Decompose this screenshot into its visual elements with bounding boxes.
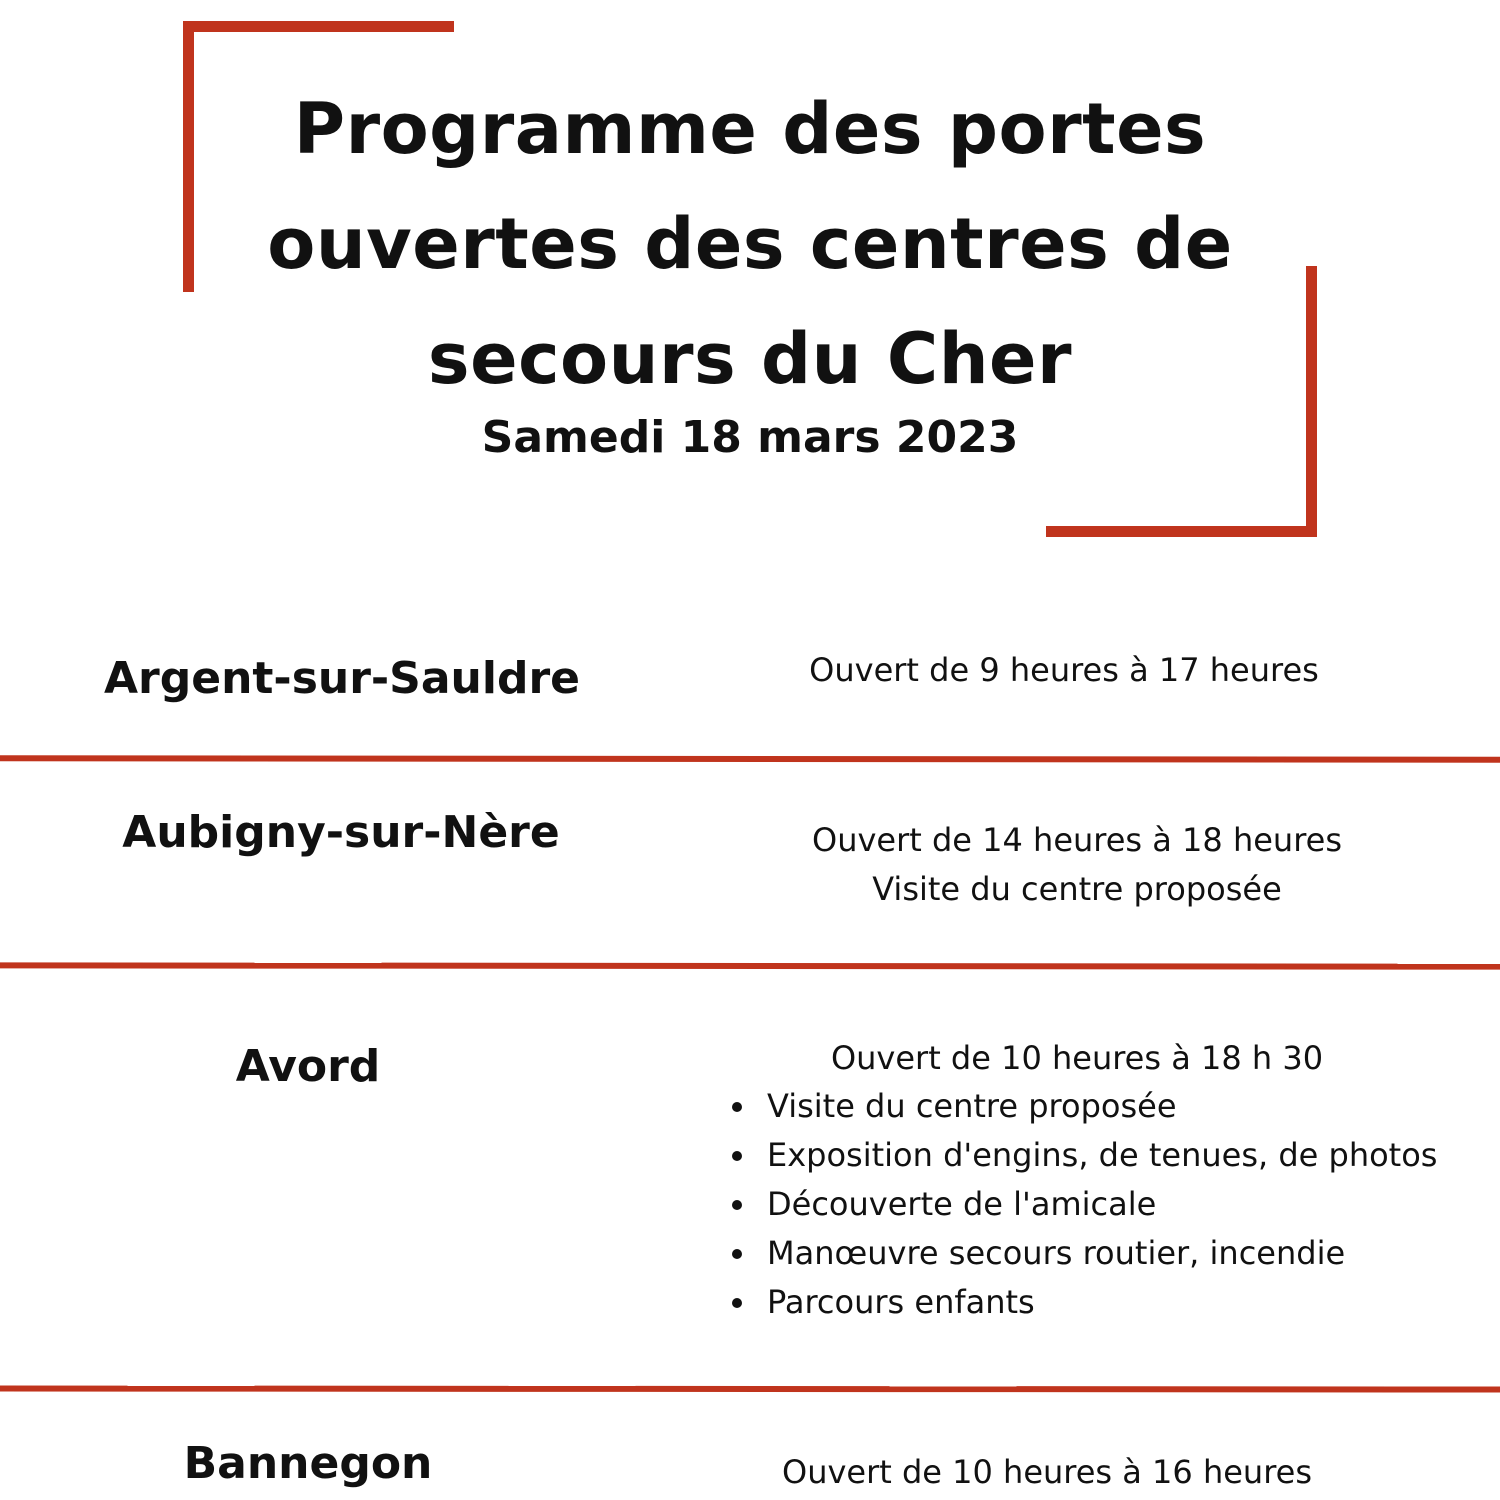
center-info-bannegon [727, 1448, 1367, 1497]
bullet-icon [732, 1298, 742, 1308]
list-item-text: Découverte de l'amicale [767, 1185, 1157, 1223]
opening-hours: Ouvert de 14 heures à 18 heures [812, 821, 1342, 859]
center-info-avord [767, 1034, 1387, 1083]
page-title [200, 72, 1300, 417]
list-item-text: Parcours enfants [767, 1283, 1035, 1321]
center-info-argent-sur-sauldre [764, 646, 1364, 695]
list-item [730, 1278, 1437, 1327]
list-item-text: Exposition d'engins, de tenues, de photos [767, 1136, 1438, 1174]
list-item [730, 1131, 1437, 1180]
center-name-aubigny-sur-nere: Aubigny-sur-Nère [122, 807, 560, 858]
page-title-line-2: ouvertes des centres de [267, 203, 1233, 285]
list-item [730, 1082, 1437, 1131]
center-name-bannegon: Bannegon [183, 1438, 433, 1489]
event-date: Samedi 18 mars 2023 [481, 412, 1019, 463]
center-name-argent-sur-sauldre: Argent-sur-Sauldre [103, 653, 580, 704]
list-item-text: Manœuvre secours routier, incendie [767, 1234, 1346, 1272]
bullet-icon [732, 1102, 742, 1112]
opening-hours: Ouvert de 10 heures à 16 heures [782, 1453, 1312, 1491]
section-divider [0, 962, 1500, 969]
bullet-icon [732, 1200, 742, 1210]
section-divider [0, 755, 1500, 763]
bracket-top-left-vertical [183, 21, 194, 292]
center-name-avord: Avord [235, 1041, 381, 1092]
page-title-line-1: Programme des portes [293, 88, 1207, 170]
bullet-icon [732, 1151, 742, 1161]
activity-line: Visite du centre proposée [872, 870, 1282, 908]
section-divider [0, 1385, 1500, 1392]
bracket-bottom-right-vertical [1306, 266, 1317, 537]
opening-hours: Ouvert de 10 heures à 18 h 30 [830, 1039, 1324, 1077]
list-item [730, 1180, 1437, 1229]
bullet-icon [732, 1249, 742, 1259]
page-title-line-3: secours du Cher [427, 318, 1073, 400]
bracket-top-left-horizontal [183, 21, 454, 32]
bracket-bottom-right-horizontal [1046, 526, 1317, 537]
opening-hours: Ouvert de 9 heures à 17 heures [809, 651, 1319, 689]
activity-list-avord [730, 1082, 1437, 1327]
list-item [730, 1229, 1437, 1278]
list-item-text: Visite du centre proposée [767, 1087, 1177, 1125]
center-info-aubigny-sur-nere [757, 816, 1397, 914]
